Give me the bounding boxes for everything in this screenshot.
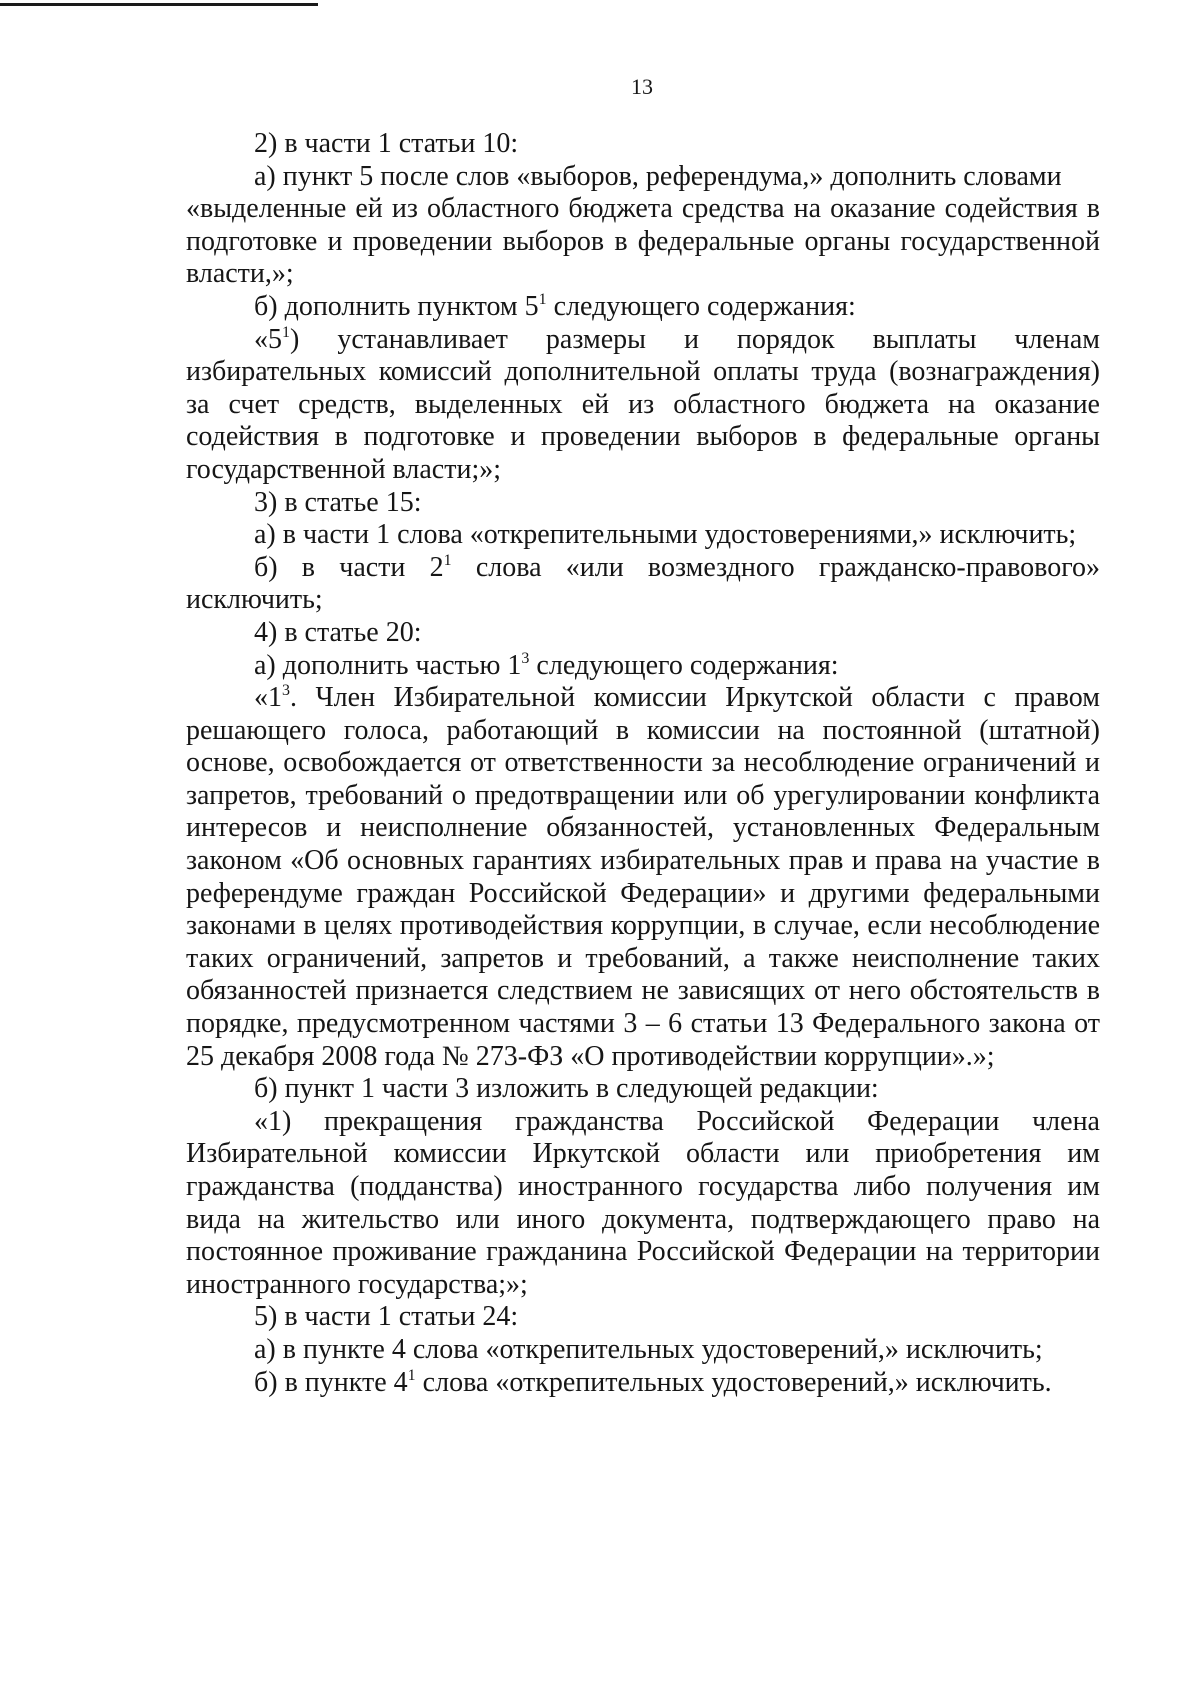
superscript-index: 1 [282,323,290,341]
paragraph-text: слова «или возмездного гражданско-правового» исключить; [186,551,1101,616]
paragraph-text: ) устанавливает размеры и порядок выплаты членам избирательных комиссий дополнительной оплаты труда (вознаграждения) за счет средств, выделенных ей из областного бюджета на оказание содействия в подготовке и проведении выборов в федеральные органы государственной власти;»; [186,323,1100,485]
paragraph: 5) в части 1 статьи 24: [254,1301,519,1333]
paragraph-text: «1 [254,682,282,714]
superscript-index: 1 [538,290,547,308]
paragraph: 2) в части 1 статьи 10: [254,128,519,159]
paragraph-text: б) в части 2 [254,551,444,583]
paragraph: «выделенные ей из областного бюджета средства на оказание содействия в подготовке и проведении выборов в федеральные органы государственной власти,»; [186,193,1100,290]
paragraph-text: . Член Избирательной комиссии Иркутской области с правом решающего голоса, работающий в комиссии на постоянной (штатной) основе, освобождается от ответственности за несоблюдение ограничений и запретов, требований о предотвращении или об урегулировании конфликта интересов и неисполнение обязанностей, установленных Федеральным законом «Об основных гарантиях избирательных прав и права на участие в референдуме граждан Российской Федерации» и другими федеральными законами в целях противодействия коррупции, в случае, если несоблюдение таких ограничений, запретов и требований, а также неисполнение таких обязанностей признается следствием не зависящих от него обстоятельств в порядке, предусмотренном частями 3 – 6 статьи 13 Федерального закона от 25 декабря 2008 года № 273-ФЗ «О противодействии коррупции».»; [186,682,1100,1072]
superscript-index: 3 [521,649,530,667]
paragraph [186,1367,1100,1400]
paragraph: 3) в статье 15: [254,486,422,518]
paragraph: б) пункт 1 части 3 изложить в следующей редакции: [254,1073,879,1105]
page-number: 13 [631,74,653,99]
paragraph: а) в пункте 4 слова «открепительных удостоверений,» исключить; [254,1333,1043,1365]
paragraph: а) пункт 5 после слов «выборов, референдума,» дополнить словами [254,160,1062,192]
paragraph: «1) прекращения гражданства Российской Федерации члена Избирательной комиссии Иркутской области или приобретения им гражданства (подданства) иностранного государства либо получения им вида на жительство или иного документа, подтверждающего право на постоянное проживание гражданина Российской Федерации на территории иностранного государства;»; [186,1105,1100,1300]
paragraph-text: б) дополнить пунктом 5 [254,290,539,322]
superscript-index: 1 [443,551,452,569]
paragraph [186,682,1100,1073]
paragraph-text: б) в пункте 4 [254,1366,408,1398]
top-rule [0,3,318,6]
paragraph [186,291,1100,324]
paragraph-text: а) дополнить частью 1 [254,649,522,681]
paragraph-text: следующего содержания: [529,649,839,681]
paragraph-text: «5 [254,323,282,355]
paragraph [186,650,1100,683]
paragraph-text: следующего содержания: [546,290,856,322]
paragraph [186,552,1100,617]
paragraph-text: слова «открепительных удостоверений,» исключить. [415,1366,1052,1398]
paragraph: а) в части 1 слова «открепительными удостоверениями,» исключить; [254,519,1077,551]
superscript-index: 1 [407,1366,416,1384]
document-body [186,128,1100,1399]
superscript-index: 3 [282,682,290,700]
paragraph: 4) в статье 20: [254,616,422,648]
paragraph [186,324,1100,487]
